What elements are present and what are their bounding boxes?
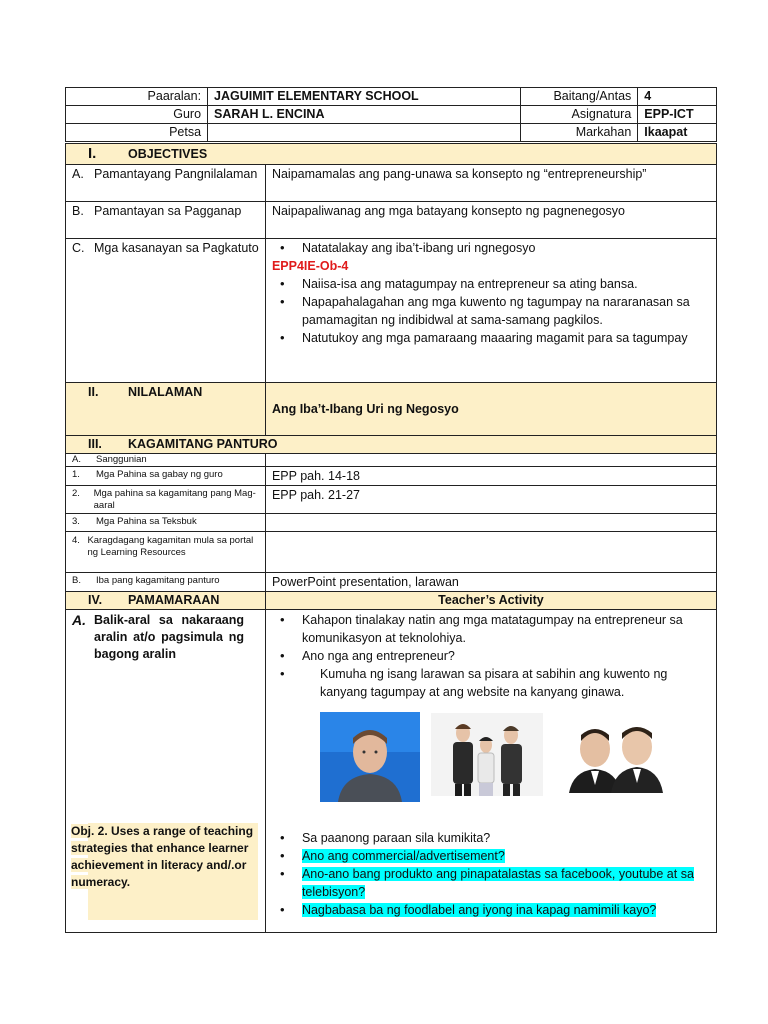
competency-list	[272, 239, 710, 257]
resource-row-2	[66, 486, 717, 514]
section-title: PAMAMARAAN	[128, 593, 220, 607]
resource-label: Mga pahina sa kagamitang pang Mag-aaral	[93, 488, 256, 511]
section-title: NILALAMAN	[128, 385, 203, 399]
main-table	[65, 143, 717, 933]
markahan-label: Markahan	[520, 124, 638, 142]
resource-row-3	[66, 514, 717, 532]
item-letter: B.	[72, 204, 84, 218]
section-number: II.	[88, 385, 99, 399]
guro-value: SARAH L. ENCINA	[208, 106, 521, 124]
question-list	[272, 829, 710, 919]
objective-c-label: Mga kasanayan sa Pagkatuto	[94, 241, 259, 255]
nilalaman-text: Ang Iba’t-Ibang Uri ng Negosyo	[265, 383, 716, 436]
sanggunian-row	[66, 454, 717, 467]
competency-code: EPP4IE-Ob-4	[271, 259, 349, 273]
resource-label: Mga Pahina sa gabay ng guro	[96, 469, 223, 480]
activity-list	[272, 611, 710, 701]
item-letter: B.	[72, 575, 81, 586]
section-pamamaraan	[66, 592, 717, 610]
section-title: OBJECTIVES	[128, 147, 208, 161]
petsa-label: Petsa	[66, 124, 208, 142]
petsa-value	[208, 124, 521, 142]
list-item: • Kumuha ng isang larawan sa pisara at sabihin ang kuwento ng kanyang tagumpay at ang website na kanyang ginawa.	[272, 665, 710, 701]
resource-value: PowerPoint presentation, larawan	[265, 573, 716, 592]
objective-b-row	[66, 202, 717, 239]
objective-c-row	[66, 239, 717, 383]
resource-row-1	[66, 467, 717, 486]
list-item: • Ano-ano bang produkto ang pinapatalastas sa facebook, youtube at sa telebisyon?	[272, 865, 710, 901]
activity-header: Teacher’s Activity	[265, 592, 716, 610]
photo-entrepreneur-1	[320, 712, 420, 802]
item-number: 4.	[72, 535, 80, 546]
photo-entrepreneur-2	[431, 713, 543, 796]
item-letter: C.	[72, 241, 85, 255]
item-number: 3.	[72, 516, 80, 527]
objective-a-row	[66, 165, 717, 202]
objective-a-label: Pamantayang Pangnilalaman	[94, 167, 258, 181]
photo-entrepreneur-3	[561, 713, 673, 793]
section-objectives	[66, 144, 717, 165]
list-item: • Naiisa-isa ang matagumpay na entrepreneur sa ating bansa.	[272, 275, 710, 293]
section-title: KAGAMITANG PANTURO	[128, 437, 278, 451]
competency-list	[272, 275, 710, 347]
obj2-text: Obj. 2. Uses a range of teaching strategies that enhance learner achievement in literacy and/.or numeracy.	[71, 824, 254, 889]
item-letter: A.	[72, 454, 81, 465]
step-a-label: Balik-aral sa nakaraang aralin at/o pagsimula ng bagong aralin	[94, 613, 244, 661]
header-row-petsa	[66, 124, 717, 142]
header-table	[65, 87, 717, 142]
list-item: • Kahapon tinalakay natin ang mga matatagumpay na entrepreneur sa komunikasyon at teknolohiya.	[272, 611, 710, 647]
resource-label: Iba pang kagamitang panturo	[96, 575, 220, 586]
guro-label: Guro	[66, 106, 208, 124]
baitang-label: Baitang/Antas	[520, 88, 638, 106]
section-kagamitan	[66, 436, 717, 454]
section-number: I.	[88, 145, 97, 162]
header-row-paaralan	[66, 88, 717, 106]
list-item: • Napapahalagahan ang mga kuwento ng tagumpay na nararanasan sa pamamagitan ng indibidwal at sama-samang pagkilos.	[272, 293, 710, 329]
list-item: • Natatalakay ang iba’t-ibang uri ngnegosyo	[272, 239, 710, 257]
section-number: III.	[88, 437, 102, 451]
resource-value: EPP pah. 14-18	[265, 467, 716, 486]
resource-label: Mga Pahina sa Teksbuk	[96, 516, 197, 527]
list-item: • Nagbabasa ba ng foodlabel ang iyong ina kapag namimili kayo?	[272, 901, 710, 919]
objective-b-label: Pamantayan sa Pagganap	[94, 204, 242, 218]
item-letter: A.	[72, 167, 84, 181]
list-item: • Sa paanong paraan sila kumikita?	[272, 829, 710, 847]
paaralan-label: Paaralan:	[66, 88, 208, 106]
resource-row-b	[66, 573, 717, 592]
header-row-guro	[66, 106, 717, 124]
objective-b-text: Naipapaliwanag ang mga batayang konsepto ng pagnenegosyo	[265, 202, 716, 239]
resource-row-4	[66, 532, 717, 573]
list-item: • Natutukoy ang mga pamaraang maaaring magamit para sa tagumpay	[272, 329, 710, 347]
objective-a-text: Naipamamalas ang pang-unawa sa konsepto ng “entrepreneurship”	[265, 165, 716, 202]
resource-value: EPP pah. 21-27	[265, 486, 716, 514]
resource-label: Karagdagang kagamitan mula sa portal ng Learning Resources	[87, 535, 254, 558]
item-number: 2.	[72, 488, 80, 499]
asignatura-value: EPP-ICT	[638, 106, 717, 124]
sanggunian-label: Sanggunian	[96, 454, 147, 465]
list-item: • Ano ang commercial/advertisement?	[272, 847, 710, 865]
list-item: • Ano nga ang entrepreneur?	[272, 647, 710, 665]
paaralan-value: JAGUIMIT ELEMENTARY SCHOOL	[208, 88, 521, 106]
obj2-note	[71, 823, 258, 920]
asignatura-label: Asignatura	[520, 106, 638, 124]
section-number: IV.	[88, 593, 103, 607]
item-letter: A.	[72, 612, 86, 628]
baitang-value: 4	[638, 88, 717, 106]
markahan-value: Ikaapat	[638, 124, 717, 142]
section-nilalaman	[66, 383, 717, 436]
item-number: 1.	[72, 469, 80, 480]
